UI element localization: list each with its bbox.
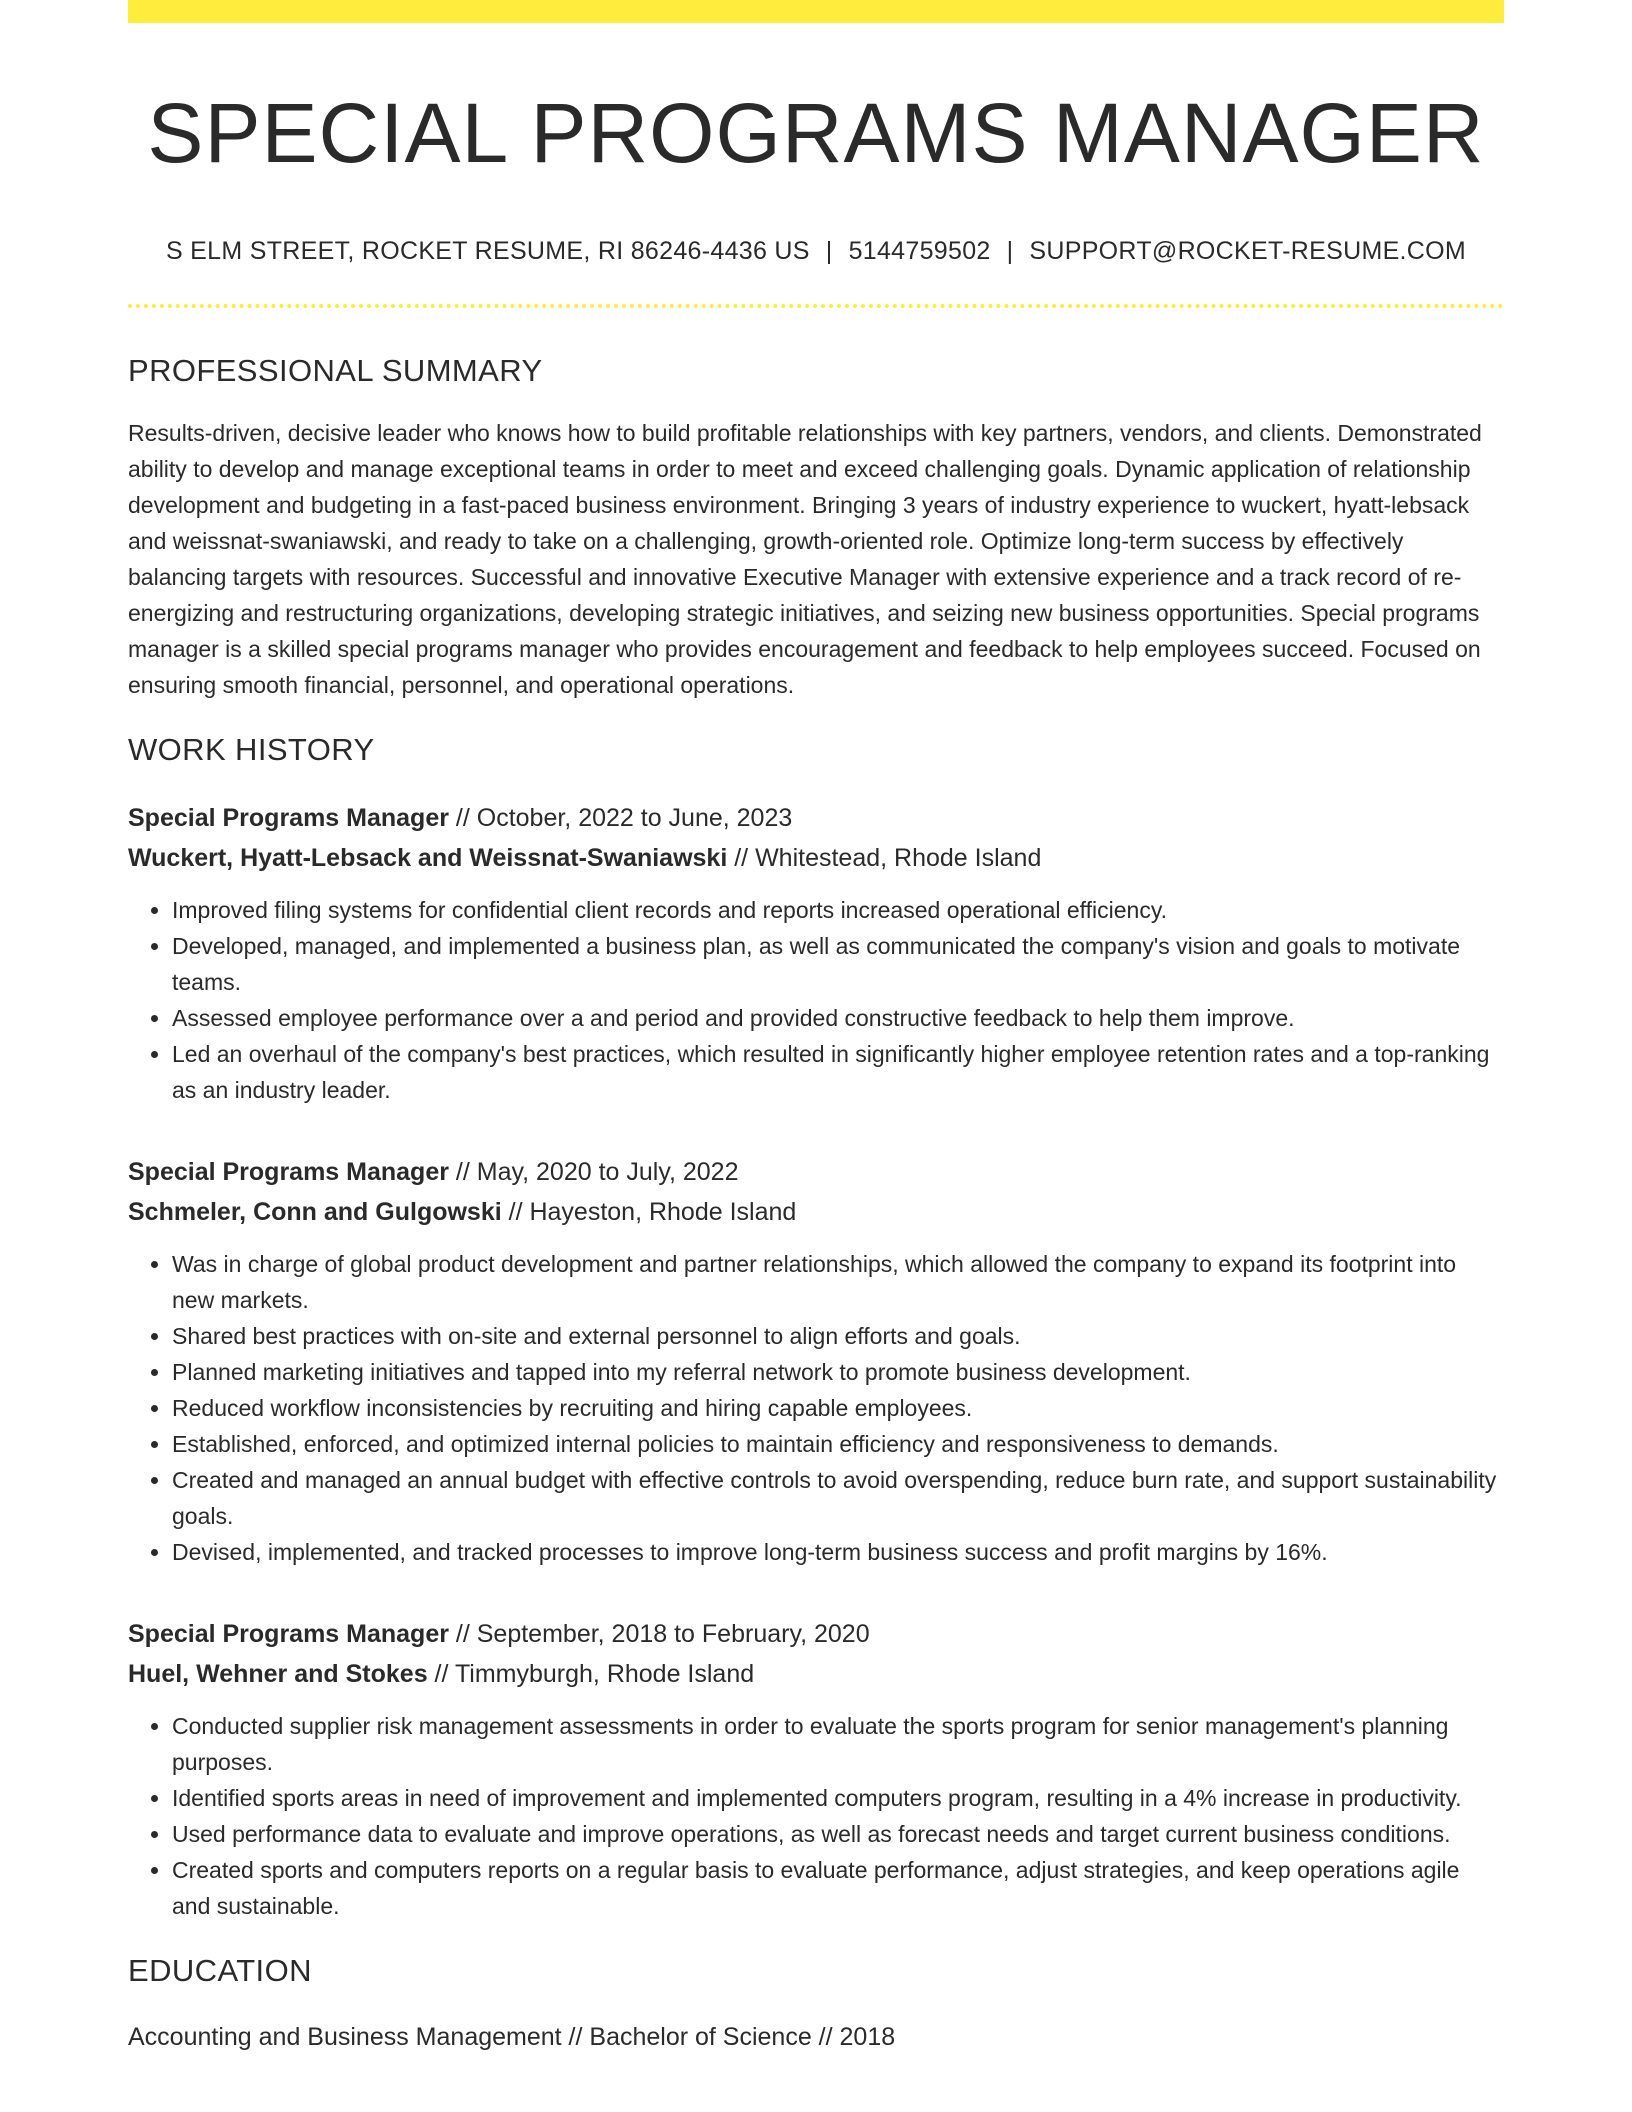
job-bullet: • Established, enforced, and optimized internal policies to maintain efficiency and responsiveness to demands. — [172, 1426, 1504, 1462]
job-bullets — [128, 1246, 1504, 1570]
contact-separator: | — [1006, 236, 1014, 265]
resume-title: SPECIAL PROGRAMS MANAGER — [147, 86, 1485, 180]
job-location: // Whitestead, Rhode Island — [727, 844, 1042, 873]
contact-email: SUPPORT@ROCKET-RESUME.COM — [1029, 236, 1467, 265]
job-bullet: • Improved filing systems for confidential client records and reports increased operational efficiency. — [172, 892, 1504, 928]
contact-phone: 5144759502 — [848, 236, 991, 265]
job-bullet: • Assessed employee performance over a and period and provided constructive feedback to help them improve. — [172, 1000, 1504, 1036]
education-section — [128, 1952, 1504, 2057]
job-bullet: • Developed, managed, and implemented a business plan, as well as communicated the company's vision and goals to motivate teams. — [172, 928, 1504, 1000]
contact-line — [128, 236, 1504, 266]
education-heading: EDUCATION — [128, 1953, 312, 1989]
job-entry — [128, 1614, 1504, 1924]
resume-page — [128, 0, 1504, 2057]
job-title-line — [128, 1614, 1504, 1654]
work-history-heading: WORK HISTORY — [128, 731, 375, 767]
job-title: Special Programs Manager — [128, 1620, 449, 1649]
job-location: // Hayeston, Rhode Island — [501, 1198, 797, 1227]
job-entry — [128, 798, 1504, 1108]
job-bullet: • Devised, implemented, and tracked processes to improve long-term business success and profit margins by 16%. — [172, 1534, 1504, 1570]
job-bullet: • Reduced workflow inconsistencies by recruiting and hiring capable employees. — [172, 1390, 1504, 1426]
summary-text: Results-driven, decisive leader who knows how to build profitable relationships with key partners, vendors, and clients. Demonstrated ability to develop and manage exceptional teams in order to meet and exceed challenging goals. Dynamic application of relationship development and budgeting in a fast-paced business environment. Bringing 3 years of industry experience to wuckert, hyatt-lebsack and weissnat-swaniawski, and ready to take on a challenging, growth-oriented role. Optimize long-term success by effectively balancing targets with resources. Successful and innovative Executive Manager with extensive experience and a track record of re-energizing and restructuring organizations, developing strategic initiatives, and seizing new business opportunities. Special programs manager is a skilled special programs manager who provides encouragement and feedback to help employees succeed. Focused on ensuring smooth financial, personnel, and operational operations. — [128, 419, 1482, 698]
contact-separator: | — [825, 236, 833, 265]
job-bullet: • Planned marketing initiatives and tapped into my referral network to promote business development. — [172, 1354, 1504, 1390]
job-company-line — [128, 1654, 1504, 1694]
job-bullet: • Conducted supplier risk management assessments in order to evaluate the sports program for senior management's planning purposes. — [172, 1708, 1504, 1780]
job-dates: // October, 2022 to June, 2023 — [448, 804, 793, 833]
job-bullet: • Used performance data to evaluate and improve operations, as well as forecast needs and target current business conditions. — [172, 1816, 1504, 1852]
summary-heading: PROFESSIONAL SUMMARY — [128, 352, 543, 388]
job-title: Special Programs Manager — [128, 804, 449, 833]
job-company-line — [128, 1192, 1504, 1232]
professional-summary-section — [128, 352, 1504, 703]
job-title: Special Programs Manager — [128, 1158, 449, 1187]
job-company-line — [128, 838, 1504, 878]
job-bullets — [128, 1708, 1504, 1924]
work-history-section — [128, 731, 1504, 1924]
dotted-divider — [128, 304, 1504, 308]
job-dates: // May, 2020 to July, 2022 — [448, 1158, 739, 1187]
job-bullet: • Shared best practices with on-site and external personnel to align efforts and goals. — [172, 1318, 1504, 1354]
job-bullet: • Led an overhaul of the company's best practices, which resulted in significantly higher employee retention rates and a top-ranking as an industry leader. — [172, 1036, 1504, 1108]
job-bullet: • Identified sports areas in need of improvement and implemented computers program, resulting in a 4% increase in productivity. — [172, 1780, 1504, 1816]
job-location: // Timmyburgh, Rhode Island — [427, 1660, 755, 1689]
job-dates: // September, 2018 to February, 2020 — [448, 1620, 870, 1649]
job-title-line — [128, 1152, 1504, 1192]
job-title-line — [128, 798, 1504, 838]
job-entry — [128, 1152, 1504, 1570]
job-bullets — [128, 892, 1504, 1108]
job-bullet: • Created sports and computers reports on a regular basis to evaluate performance, adjust strategies, and keep operations agile and sustainable. — [172, 1852, 1504, 1924]
job-bullet: • Created and managed an annual budget with effective controls to avoid overspending, reduce burn rate, and support sustainability goals. — [172, 1462, 1504, 1534]
job-company: Wuckert, Hyatt-Lebsack and Weissnat-Swaniawski — [128, 844, 728, 873]
job-company: Huel, Wehner and Stokes — [128, 1660, 428, 1689]
job-bullet: • Was in charge of global product development and partner relationships, which allowed the company to expand its footprint into new markets. — [172, 1246, 1504, 1318]
job-company: Schmeler, Conn and Gulgowski — [128, 1198, 502, 1227]
top-accent-bar — [128, 0, 1504, 23]
contact-address: S ELM STREET, ROCKET RESUME, RI 86246-4436 US — [165, 236, 810, 265]
education-entry: Accounting and Business Management // Bachelor of Science // 2018 — [128, 2023, 896, 2052]
